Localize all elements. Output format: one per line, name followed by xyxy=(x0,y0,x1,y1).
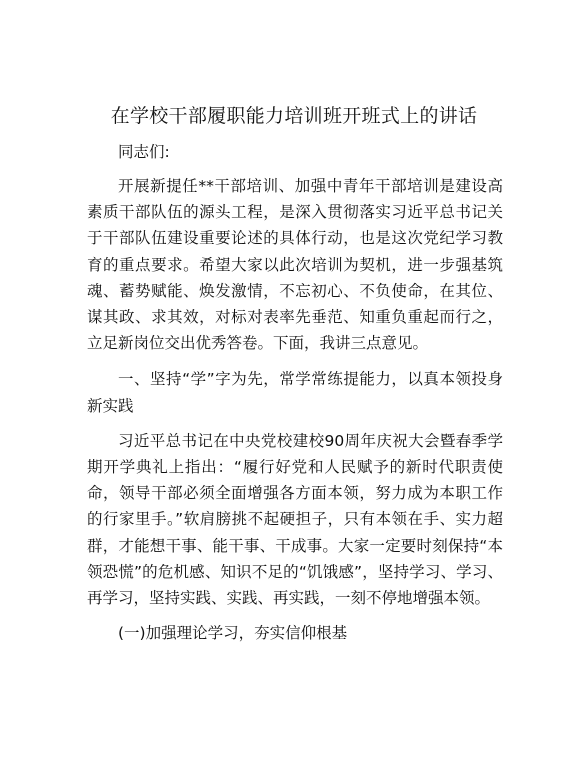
salutation: 同志们: xyxy=(118,143,170,161)
document-body xyxy=(87,101,503,646)
subsection-heading-1: (一)加强理论学习，夯实信仰根基 xyxy=(118,624,348,643)
document-title: 在学校干部履职能力培训班开班式上的讲话 xyxy=(110,105,478,127)
paragraph-intro: 开展新提任**干部培训、加强中青年干部培训是建设高素质干部队伍的源头工程，是深入贯彻落实习近平总书记关于干部队伍建设重要论述的具体行动，也是这次党纪学习教育的重点要求。希望大家以此次培训为契机，进一步强基筑魂、蓄势赋能、焕发激情，不忘初心、不负使命，在其位、谋其政、求其效，对标对表率先垂范、知重负重起而行之，立足新岗位交出优秀答卷。下面，我讲三点意见。 xyxy=(87,177,503,353)
section-heading-1: 一、坚持“学”字为先，常学常练提能力，以真本领投身新实践 xyxy=(87,370,503,415)
paragraph-section-1: 习近平总书记在中央党校建校90周年庆祝大会暨春季学期开学典礼上指出：“履行好党和人民赋予的新时代职责使命，领导干部必须全面增强各方面本领，努力成为本职工作的行家里手。”软肩膀挑不起硬担子，只有本领在手、实力超群，才能想干事、能干事、干成事。大家一定要时刻保持“本领恐慌”的危机感、知识不足的“饥饿感”，坚持学习、学习、再学习，坚持实践、实践、再实践，一刻不停地增强本领。 xyxy=(87,431,503,608)
